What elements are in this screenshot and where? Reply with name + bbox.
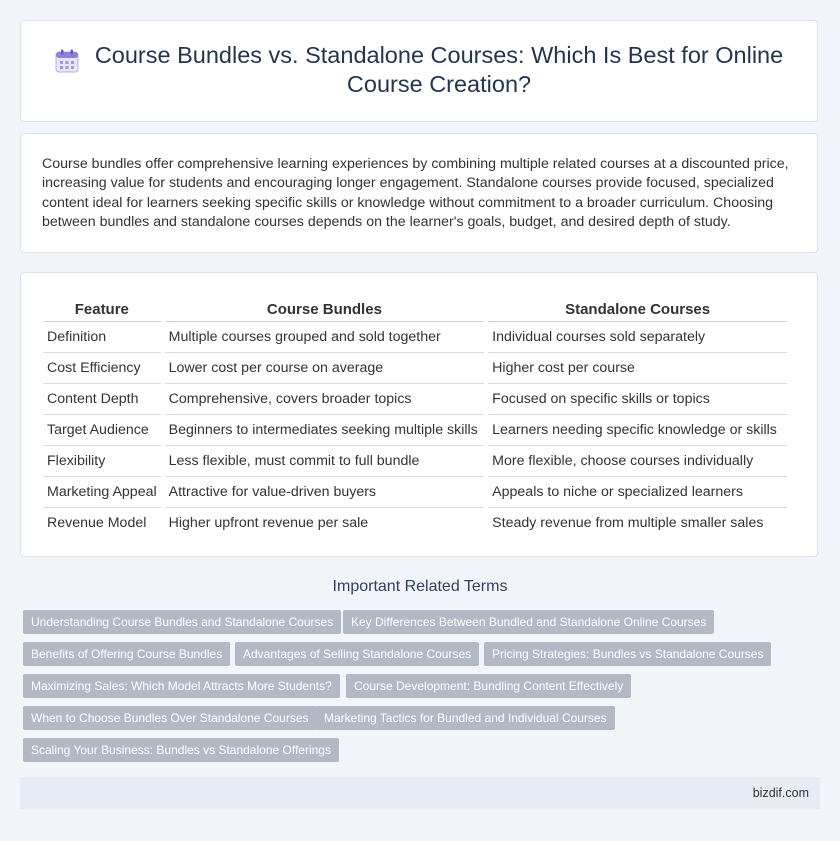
related-term-tag[interactable]: Course Development: Bundling Content Effectively <box>346 674 631 698</box>
calendar-icon <box>54 48 80 74</box>
related-terms-title: Important Related Terms <box>332 578 508 595</box>
footer <box>20 777 820 809</box>
column-header: Standalone Courses <box>488 295 787 322</box>
table-row <box>43 446 787 477</box>
table-cell: Lower cost per course on average <box>165 353 485 384</box>
related-term-tag[interactable]: Benefits of Offering Course Bundles <box>23 642 230 666</box>
table-row <box>43 384 787 415</box>
table-cell: Beginners to intermediates seeking multiple skills <box>165 415 485 446</box>
table-row <box>43 415 787 446</box>
related-term-tag[interactable]: Marketing Tactics for Bundled and Individual Courses <box>316 706 615 730</box>
related-term-tag[interactable]: Understanding Course Bundles and Standalone Courses <box>23 610 341 634</box>
related-term-tag[interactable]: Pricing Strategies: Bundles vs Standalone Courses <box>484 642 771 666</box>
table-cell: Revenue Model <box>47 515 147 531</box>
table-cell: More flexible, choose courses individually <box>488 446 787 477</box>
header-card <box>20 20 818 122</box>
related-term-tag[interactable]: Maximizing Sales: Which Model Attracts More Students? <box>23 674 340 698</box>
related-term-tag[interactable]: Advantages of Selling Standalone Courses <box>235 642 479 666</box>
table-cell: Appeals to niche or specialized learners <box>488 477 787 508</box>
table-cell: Focused on specific skills or topics <box>488 384 787 415</box>
table-cell: Attractive for value-driven buyers <box>165 477 485 508</box>
comparison-table <box>39 295 791 538</box>
table-cell: Less flexible, must commit to full bundle <box>165 446 485 477</box>
footer-site-link[interactable]: bizdif.com <box>752 786 809 800</box>
table-cell: Multiple courses grouped and sold together <box>165 322 485 353</box>
table-header-row <box>43 295 787 322</box>
table-cell: Definition <box>43 322 161 353</box>
table-cell: Flexibility <box>43 446 161 477</box>
table-cell: Content Depth <box>43 384 161 415</box>
table-cell: Marketing Appeal <box>43 477 161 508</box>
intro-text: Course bundles offer comprehensive learning experiences by combining multiple related courses at a discounted price, increasing value for students and encouraging longer engagement. Standalone courses provide focused, specialized content ideal for learners seeking specific skills or knowledge without commitment to a broader curriculum. Choosing between bundles and standalone courses depends on the learner's goals, budget, and desired depth of study. <box>42 156 789 230</box>
table-cell: Comprehensive, covers broader topics <box>165 384 485 415</box>
column-header: Course Bundles <box>165 295 485 322</box>
related-term-tag[interactable]: Scaling Your Business: Bundles vs Standalone Offerings <box>23 738 339 762</box>
table-row <box>43 477 787 508</box>
comparison-card <box>20 272 818 557</box>
table-cell: Higher cost per course <box>488 353 787 384</box>
table-row <box>43 322 787 353</box>
table-cell: Cost Efficiency <box>43 353 161 384</box>
intro-card <box>20 133 818 253</box>
related-term-tag[interactable]: Key Differences Between Bundled and Standalone Online Courses <box>343 610 714 634</box>
page-title: Course Bundles vs. Standalone Courses: Which Is Best for Online Course Creation? <box>94 42 784 97</box>
column-header: Feature <box>43 295 161 322</box>
table-cell: Higher upfront revenue per sale <box>168 515 369 531</box>
table-row <box>43 508 787 538</box>
table-cell: Learners needing specific knowledge or skills <box>488 415 787 446</box>
table-cell: Steady revenue from multiple smaller sales <box>492 515 764 531</box>
table-cell: Individual courses sold separately <box>488 322 787 353</box>
table-cell: Target Audience <box>43 415 161 446</box>
related-term-tag[interactable]: When to Choose Bundles Over Standalone Courses <box>23 706 317 730</box>
table-row <box>43 353 787 384</box>
